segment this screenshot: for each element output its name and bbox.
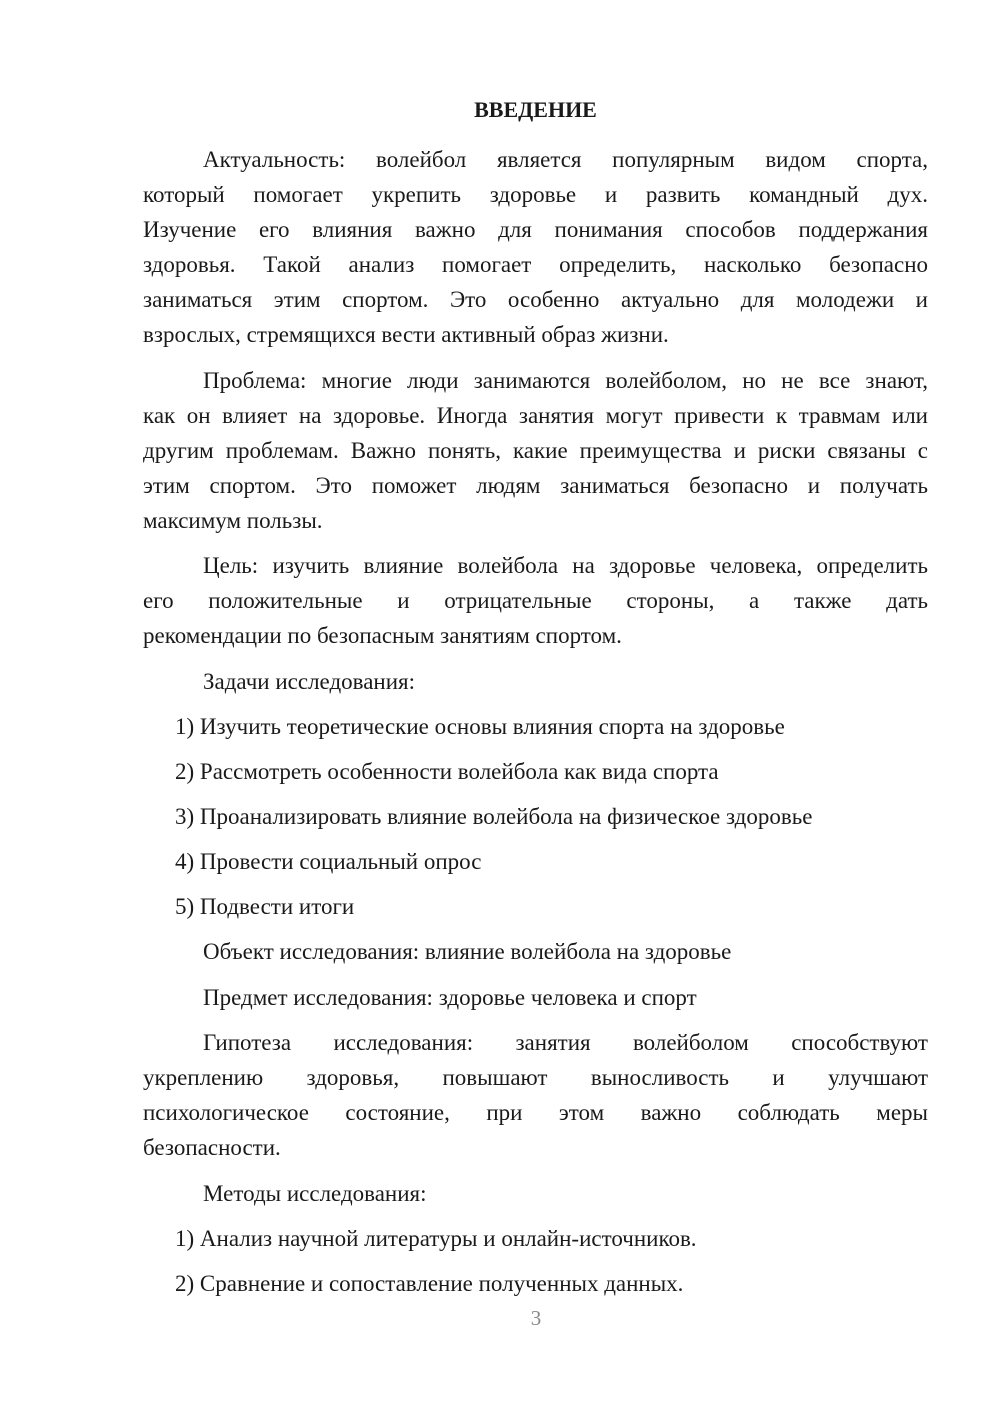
text-line: психологическое состояние, при этом важно соблюдать меры <box>143 1100 928 1125</box>
hypothesis-paragraph <box>143 1025 928 1165</box>
object-paragraph <box>143 934 928 969</box>
method-item: 2) Сравнение и сопоставление полученных данных. <box>175 1271 684 1296</box>
text-line: Актуальность: волейбол является популярным видом спорта, <box>203 147 928 172</box>
text-line: здоровья. Такой анализ помогает определить, насколько безопасно <box>143 252 928 277</box>
text-line: рекомендации по безопасным занятиям спортом. <box>143 623 622 648</box>
goal-paragraph <box>143 548 928 653</box>
text-line: этим спортом. Это поможет людям заниматься безопасно и получать <box>143 472 928 498</box>
text-line: безопасности. <box>143 1135 281 1160</box>
task-item: 5) Подвести итоги <box>175 894 355 919</box>
text-line: Проблема: многие люди занимаются волейболом, но не все знают, <box>203 367 928 393</box>
task-item: 2) Рассмотреть особенности волейбола как вида спорта <box>175 759 719 784</box>
text-line: Задачи исследования: <box>203 668 416 694</box>
page-number: 3 <box>530 1306 542 1330</box>
task-item: 3) Проанализировать влияние волейбола на физическое здоровье <box>175 804 813 829</box>
page-title: ВВЕДЕНИЕ <box>474 97 597 122</box>
text-line: другим проблемам. Важно понять, какие преимущества и риски связаны с <box>143 437 928 463</box>
text-line: Предмет исследования: здоровье человека и спорт <box>203 984 697 1010</box>
method-item: 1) Анализ научной литературы и онлайн-источников. <box>175 1226 697 1251</box>
text-line: который помогает укрепить здоровье и развить командный дух. <box>143 182 928 207</box>
tasks-heading <box>143 664 928 699</box>
text-line: укреплению здоровья, повышают выносливость и улучшают <box>143 1065 928 1090</box>
task-item: 1) Изучить теоретические основы влияния спорта на здоровье <box>175 714 785 739</box>
text-line: его положительные и отрицательные стороны, а также дать <box>143 588 928 613</box>
task-item: 4) Провести социальный опрос <box>175 849 482 874</box>
text-line: Цель: изучить влияние волейбола на здоровье человека, определить <box>203 553 928 578</box>
document-page <box>143 92 928 1311</box>
methods-heading <box>143 1176 928 1211</box>
text-line: взрослых, стремящихся вести активный образ жизни. <box>143 322 669 347</box>
text-line: заниматься этим спортом. Это особенно актуально для молодежи и <box>143 287 928 312</box>
relevance-paragraph <box>143 142 928 352</box>
text-line: Объект исследования: влияние волейбола на здоровье <box>203 939 732 964</box>
text-line: Изучение его влияния важно для понимания способов поддержания <box>143 217 928 242</box>
problem-paragraph <box>143 363 928 538</box>
text-line: максимум пользы. <box>143 507 323 533</box>
text-line: Методы исследования: <box>203 1180 427 1206</box>
text-line: как он влияет на здоровье. Иногда занятия могут привести к травмам или <box>143 402 928 428</box>
subject-paragraph <box>143 980 928 1015</box>
text-line: Гипотеза исследования: занятия волейболом способствуют <box>203 1030 928 1055</box>
